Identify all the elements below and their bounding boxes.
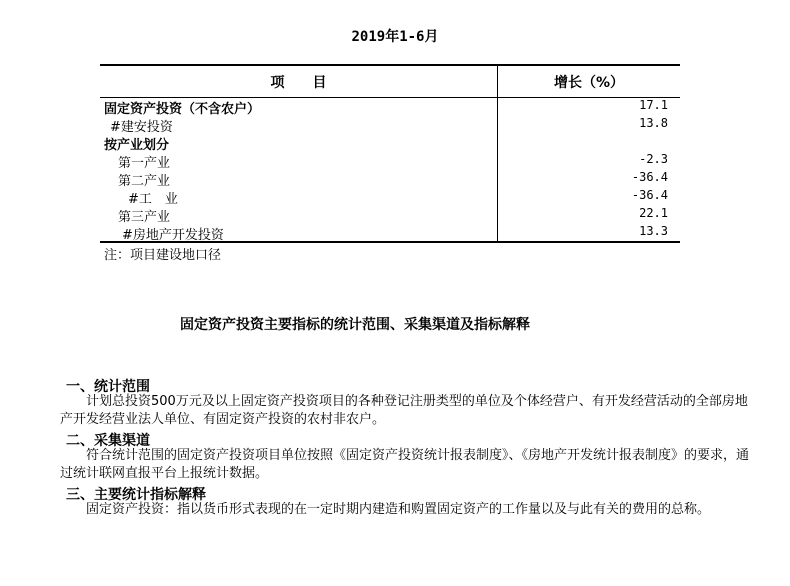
table-row (100, 206, 680, 224)
heading-scope: 一、统计范围 (66, 379, 150, 395)
row-label: 第一产业 (118, 156, 171, 171)
paragraph-text: 计划总投资500万元及以上固定资产投资项目的各种登记注册类型的单位及个体经营户、有开发经营活动的全部房地产开发经营业法人单位、有固定资产投资的农村非农户。 (60, 394, 748, 427)
paragraph-text: 固定资产投资：指以货币形式表现的在一定时期内建造和购置固定资产的工作量以及与此有关的费用的总称。 (86, 502, 711, 517)
row-value: 13.3 (639, 224, 668, 238)
row-label: 第二产业 (118, 174, 171, 189)
row-label: #工 业 (128, 192, 178, 207)
header-growth: 增长（%） (553, 75, 625, 91)
row-label: #房地产开发投资 (122, 228, 224, 243)
row-label: 第三产业 (118, 210, 171, 225)
report-period: 2019年1-6月 (351, 29, 439, 45)
paragraph-channel (60, 447, 750, 483)
row-value: 13.8 (639, 116, 668, 130)
row-value: 22.1 (639, 206, 668, 220)
row-label: 固定资产投资（不含农户） (104, 102, 261, 117)
table-bottom-rule (100, 241, 680, 243)
row-value: -36.4 (631, 170, 668, 184)
paragraph-text: 符合统计范围的固定资产投资项目单位按照《固定资产投资统计报表制度》、《房地产开发统计报表制度》的要求，通过统计联网直报平台上报统计数据。 (60, 448, 750, 481)
row-value: -2.3 (639, 152, 668, 166)
table-row (100, 98, 680, 116)
table-row (100, 224, 680, 242)
paragraph-definitions (60, 501, 750, 519)
table-row (100, 152, 680, 170)
section-title: 固定资产投资主要指标的统计范围、采集渠道及指标解释 (180, 317, 530, 333)
row-label: 按产业划分 (104, 138, 170, 153)
row-value: -36.4 (631, 188, 668, 202)
heading-definitions: 三、主要统计指标解释 (66, 487, 206, 503)
table-note: 注：项目建设地口径 (104, 248, 222, 263)
header-item: 项 目 (270, 75, 327, 91)
table-top-rule (100, 64, 680, 66)
heading-channel: 二、采集渠道 (66, 433, 150, 449)
table-row (100, 116, 680, 134)
row-label: #建安投资 (110, 120, 173, 135)
table-row (100, 170, 680, 188)
paragraph-scope (60, 393, 750, 429)
table-row (100, 188, 680, 206)
table-row (100, 134, 680, 152)
row-value: 17.1 (639, 98, 668, 112)
